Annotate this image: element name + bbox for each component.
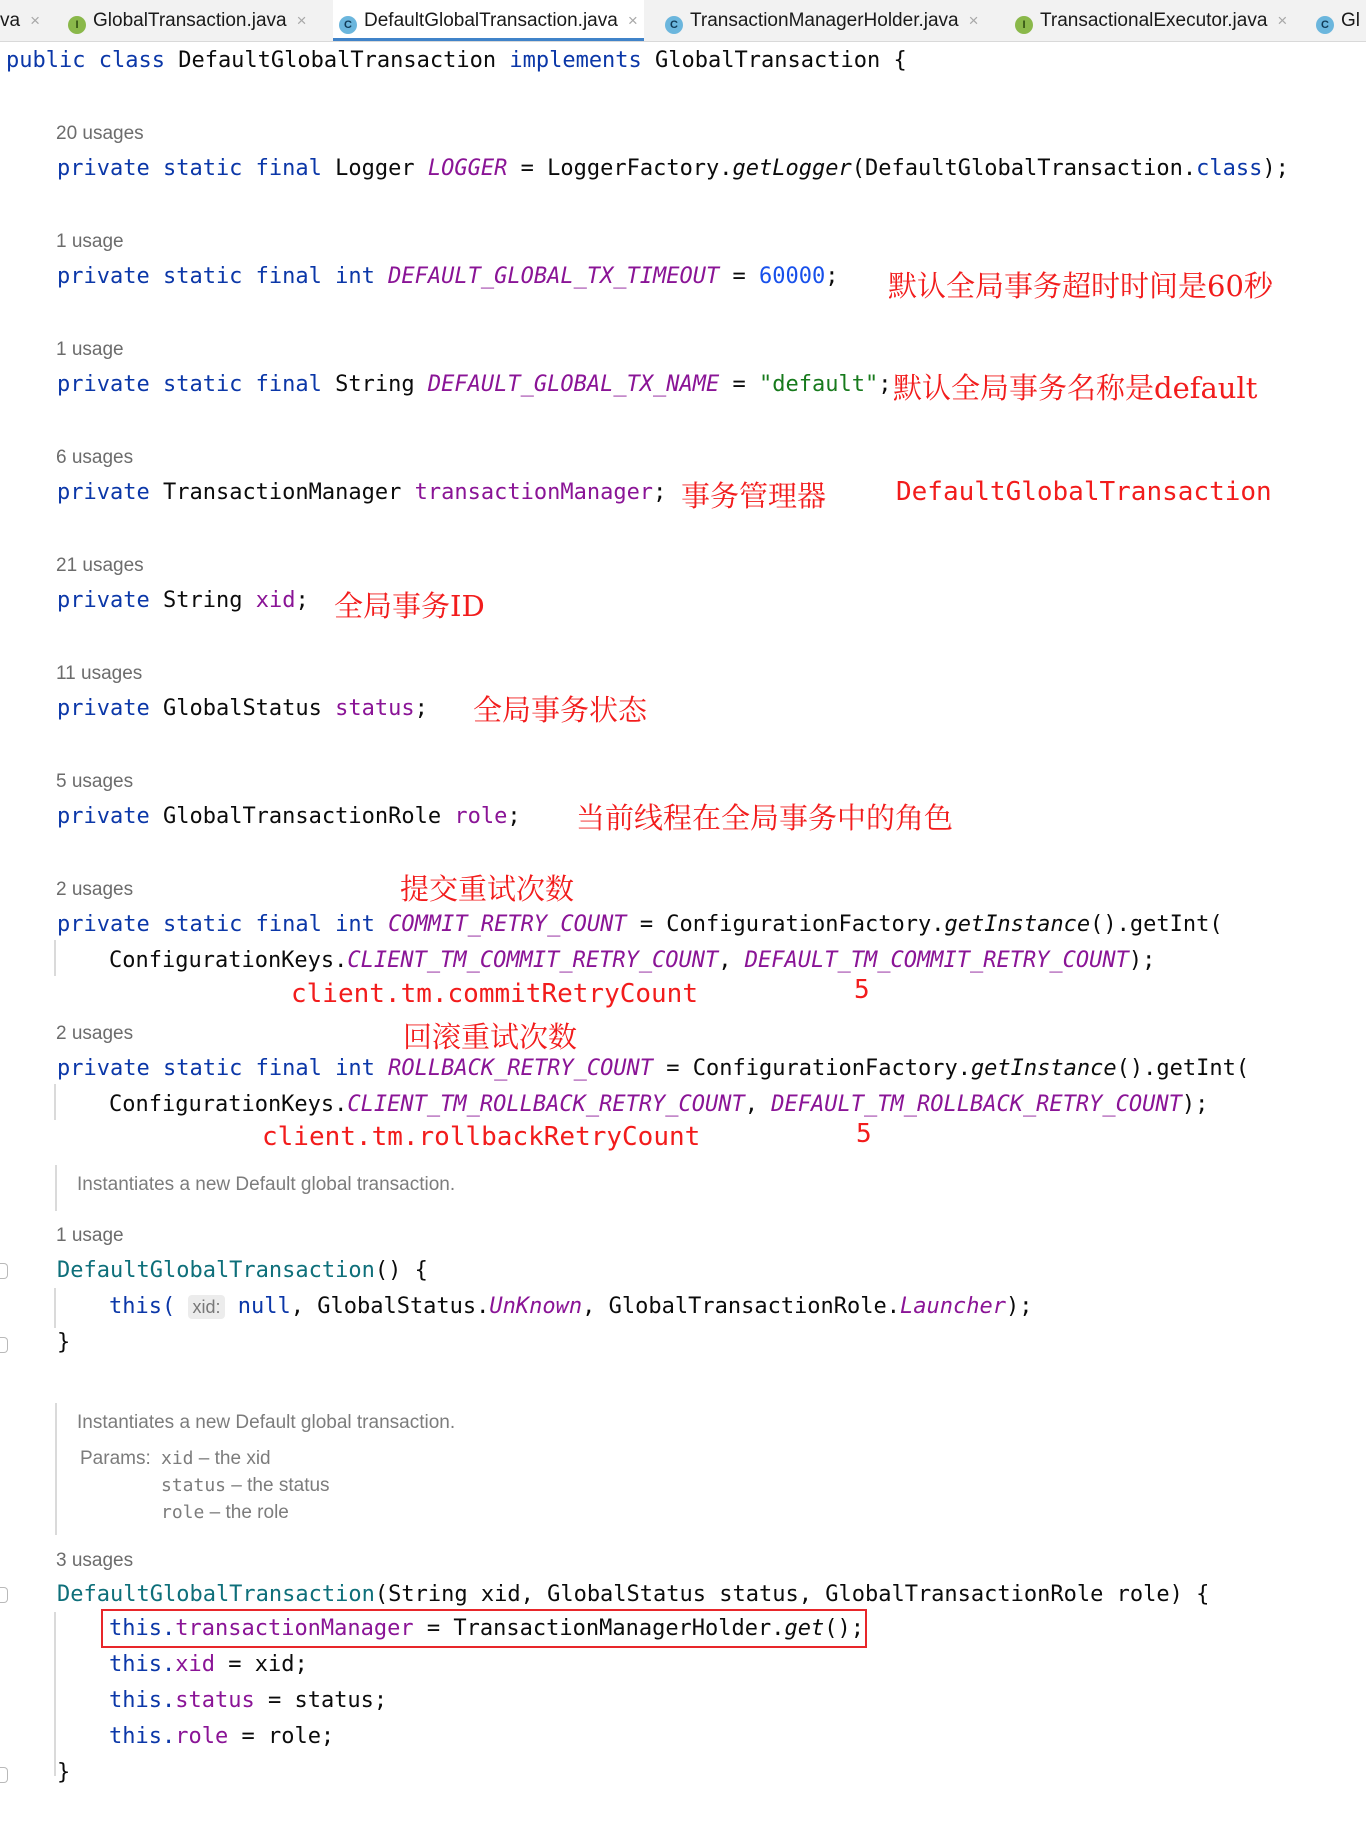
tab-label: GlobalTransaction.java [93,10,287,31]
doc-comment: Instantiates a new Default global transaction. [77,1412,456,1433]
tab-label: TransactionManagerHolder.java [690,10,959,31]
field-logger: private static final Logger LOGGER = LoggerFactory.getLogger(DefaultGlobalTransaction.class); [57,156,1289,181]
annotation-commit-key: client.tm.commitRetryCount [291,979,698,1009]
field-default-tx-name: private static final String DEFAULT_GLOBAL_TX_NAME = "default"; [57,372,892,397]
usages-hint[interactable]: 2 usages [56,879,134,900]
closing-brace: } [57,1760,71,1785]
annotation-transaction-manager: 事务管理器 [681,479,827,513]
annotation-commit-title: 提交重试次数 [400,872,575,906]
close-icon[interactable]: × [968,11,979,30]
annotation-tx-name: 默认全局事务名称是default [893,371,1258,405]
doc-param: status – the status [161,1475,330,1496]
assign-role: this.role = role; [109,1724,335,1749]
field-rollback-retry-args: ConfigurationKeys.CLIENT_TM_ROLLBACK_RETRY_COUNT, DEFAULT_TM_ROLLBACK_RETRY_COUNT); [109,1092,1209,1117]
usages-hint[interactable]: 1 usage [56,339,124,360]
doc-guide [55,1165,57,1211]
usages-hint[interactable]: 1 usage [56,231,124,252]
annotation-rollback-key: client.tm.rollbackRetryCount [262,1122,701,1152]
field-default-timeout: private static final int DEFAULT_GLOBAL_TX_TIMEOUT = 60000; [57,264,839,289]
close-icon[interactable]: × [627,11,638,30]
annotation-timeout: 默认全局事务超时时间是60秒 [888,269,1273,303]
tab-label: Gl [1341,10,1360,31]
class-icon: C [665,16,683,34]
parameter-hint: xid: [188,1295,224,1319]
indent-guide [54,1288,56,1328]
usages-hint[interactable]: 1 usage [56,1225,124,1246]
close-icon[interactable]: × [30,11,41,30]
usages-hint[interactable]: 2 usages [56,1023,134,1044]
class-declaration: public class DefaultGlobalTransaction implements GlobalTransaction { [6,48,907,73]
doc-param: role – the role [161,1502,289,1523]
tab-label: DefaultGlobalTransaction.java [364,10,618,31]
field-commit-retry-args: ConfigurationKeys.CLIENT_TM_COMMIT_RETRY_COUNT, DEFAULT_TM_COMMIT_RETRY_COUNT); [109,948,1156,973]
field-transaction-manager: private TransactionManager transactionManager; [57,480,667,505]
field-role: private GlobalTransactionRole role; [57,804,521,829]
class-icon: C [339,16,357,34]
usages-hint[interactable]: 6 usages [56,447,134,468]
usages-hint[interactable]: 20 usages [56,123,144,144]
usages-hint[interactable]: 11 usages [56,663,143,684]
annotation-rollback-title: 回滚重试次数 [403,1020,578,1054]
class-icon: C [1316,16,1334,34]
annotation-status: 全局事务状态 [473,693,648,727]
assign-transaction-manager: this.transactionManager = TransactionManagerHolder.get(); [109,1616,865,1641]
field-rollback-retry-count: private static final int ROLLBACK_RETRY_COUNT = ConfigurationFactory.getInstance().getInt( [57,1056,1250,1081]
close-icon[interactable]: × [296,11,307,30]
annotation-commit-default: 5 [854,975,870,1005]
assign-status: this.status = status; [109,1688,388,1713]
highlight-box [101,1609,867,1648]
interface-icon: I [1015,16,1033,34]
usages-hint[interactable]: 5 usages [56,771,134,792]
indent-guide [54,1612,56,1776]
fold-icon[interactable] [0,1587,8,1603]
field-commit-retry-count: private static final int COMMIT_RETRY_COUNT = ConfigurationFactory.getInstance().getInt( [57,912,1223,937]
tab-label: va [0,10,21,31]
doc-comment: Instantiates a new Default global transaction. [77,1174,456,1195]
doc-params-label: Params: [80,1448,151,1469]
annotation-rollback-default: 5 [856,1119,872,1149]
tab-global-transaction[interactable] [68,0,307,41]
tab-partial-left[interactable] [0,0,40,41]
annotation-role: 当前线程在全局事务中的角色 [576,801,954,835]
closing-brace: } [57,1330,71,1355]
constructor-default-body: this( xid: null, GlobalStatus.UnKnown, GlobalTransactionRole.Launcher); [109,1294,1033,1319]
annotation-class-name: DefaultGlobalTransaction [896,477,1272,507]
annotation-xid: 全局事务ID [334,589,485,623]
continuation-guide [54,1084,56,1120]
constructor-full: DefaultGlobalTransaction(String xid, GlobalStatus status, GlobalTransactionRole role) { [57,1582,1210,1607]
tab-label: TransactionalExecutor.java [1040,10,1268,31]
tab-default-global-transaction[interactable] [333,0,644,41]
field-status: private GlobalStatus status; [57,696,428,721]
fold-icon[interactable] [0,1337,8,1353]
doc-guide [55,1403,57,1535]
fold-icon[interactable] [0,1263,8,1279]
tab-transactional-executor[interactable] [1015,0,1287,41]
editor-tab-bar [0,0,1366,42]
usages-hint[interactable]: 21 usages [56,555,144,576]
continuation-guide [54,940,56,976]
tab-transaction-manager-holder[interactable] [665,0,979,41]
doc-param: xid – the xid [161,1448,271,1469]
close-icon[interactable]: × [1277,11,1288,30]
usages-hint[interactable]: 3 usages [56,1550,134,1571]
assign-xid: this.xid = xid; [109,1652,308,1677]
tab-partial-right[interactable] [1316,0,1360,41]
fold-icon[interactable] [0,1767,8,1783]
interface-icon: I [68,16,86,34]
field-xid: private String xid; [57,588,309,613]
constructor-default: DefaultGlobalTransaction() { [57,1258,428,1283]
